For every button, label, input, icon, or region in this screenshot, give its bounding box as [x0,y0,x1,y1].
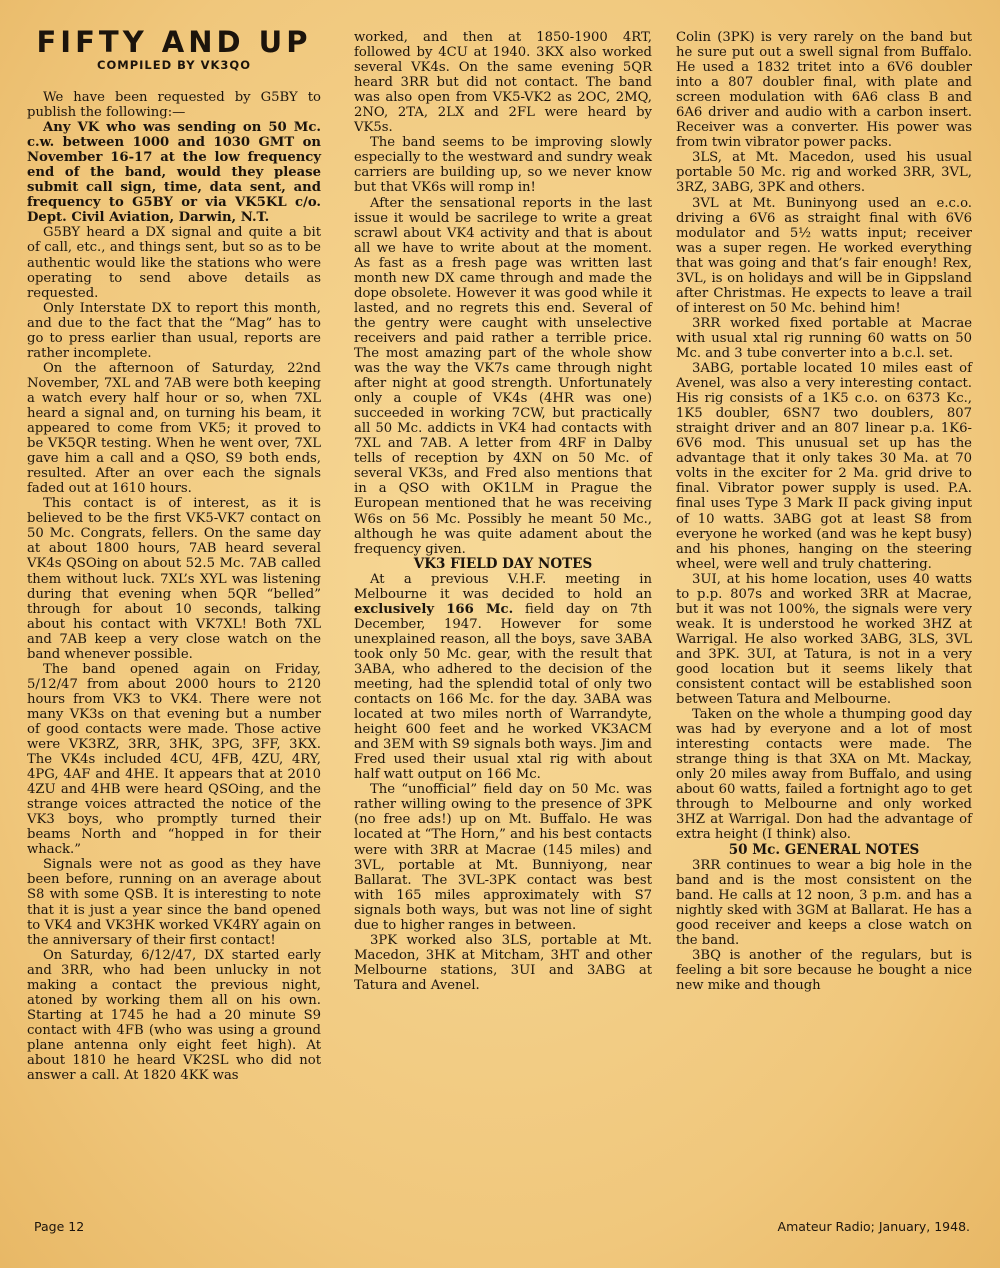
paragraph: Signals were not as good as they have been before, running on an average about S8 with some QSB. It is interesting to note that it is just a year since the band opened to VK4 and VK3HK worked VK4RY again on the anniversary of their first contact! [27,857,321,948]
article-title: FIFTY AND UP [36,25,312,59]
text-run: At a previous V.H.F. meeting in Melbourne it was decided to hold an [354,571,652,602]
paragraph: 3VL at Mt. Buninyong used an e.c.o. driving a 6V6 as straight final with 6V6 modulator and 5½ watts input; receiver was a super regen. He worked everything that was going and that’s fair enough! Rex, 3VL, is on holidays and will be in Gippsland after Christmas. He expects to leave a trail of interest on 50 Mc. behind him! [676,195,972,316]
notice-paragraph [27,120,321,225]
paragraph: We have been requested by G5BY to publish the following:— [27,90,321,121]
page-number: Page 12 [34,1219,85,1234]
paragraph: On the afternoon of Saturday, 22nd November, 7XL and 7AB were both keeping a watch every half hour or so, when 7XL heard a signal and, on turning his beam, it appeared to come from VK5; it proved to be VK5QR testing. When he went over, 7XL gave him a call and a QSO, S9 both ends, resulted. After an over each the signals faded out at 1610 hours. [27,360,321,497]
masthead [27,26,321,72]
bold-text-run: exclusively 166 Mc. [354,601,514,617]
paragraph: After the sensational reports in the last issue it would be sacrilege to write a great scrawl about VK4 activity and that is about all we have to write about at the moment. As fast as a fresh page was written last month new DX came through and made the dope obsolete. However it was good while it lasted, and no regrets this end. Several of the gentry were caught with unselective receivers and paid rather a terrible price. The most amazing part of the whole show was the way the VK7s came through night after night at good strength. Unfortunately only a couple of VK4s (4HR was one) succeeded in working 7CW, but practically all 50 Mc. addicts in VK4 had contacts with 7XL and 7AB. A letter from 4RF in Dalby tells of reception by 4XN on 50 Mc. of several VK3s, and Fred also mentions that in a QSO with OK1LM in Prague the European mentioned that he was receiving W6s on 56 Mc. Possibly he meant 50 Mc., although he was quite adament about the frequency given. [354,195,652,557]
paragraph: 3PK worked also 3LS, portable at Mt. Macedon, 3HK at Mitcham, 3HT and other Melbourne stations, 3UI and 3ABG at Tatura and Avenel. [354,932,652,993]
paragraph: 3RR worked fixed portable at Macrae with usual xtal rig running 60 watts on 50 Mc. and 3 tube converter into a b.c.l. set. [676,315,972,361]
paragraph: 3RR continues to wear a big hole in the band and is the most consistent on the band. He calls at 12 noon, 3 p.m. and has a nightly sked with 3GM at Ballarat. He has a good receiver and keeps a close watch on the band. [676,857,972,948]
bold-notice: Any VK who was sending on 50 Mc. c.w. between 1000 and 1030 GMT on November 16-17 at the low frequency end of the band, would they please submit call sign, time, data sent, and frequency to G5BY or via VK5KL c/o. Dept. Civil Aviation, Darwin, N.T. [27,120,321,226]
text-run: field day on 7th December, 1947. However for some unexplained reason, all the boys, save 3ABA took only 50 Mc. gear, with the result that 3ABA, who adhered to the decision of the meeting, had the splendid total of only two contacts on 166 Mc. for the day. 3ABA was located at two miles north of Warrandyte, height 600 feet and he worked VK3ACM and 3EM with S9 signals both ways. Jim and Fred used their usual xtal rig with about half watt output on 166 Mc. [354,601,653,783]
section-heading: VK3 FIELD DAY NOTES [413,555,593,572]
paragraph: Colin (3PK) is very rarely on the band but he sure put out a swell signal from Buffalo. He used a 1832 tritet into a 6V6 doubler into a 807 doubler final, with plate and screen modulation with 6A6 class B and 6A6 driver and audio with a carbon insert. Receiver was a converter. His power was from twin vibrator power packs. [676,30,972,151]
paragraph: Taken on the whole a thumping good day was had by everyone and a lot of most interesting contacts were made. The strange thing is that 3XA on Mt. Mackay, only 20 miles away from Buffalo, and using about 60 watts, failed a fortnight ago to get through to Melbourne and only worked 3HZ at Warrigal. Don had the advantage of extra height (I think) also. [676,707,972,843]
paragraph: G5BY heard a DX signal and quite a bit of call, etc., and things sent, but so as to be authentic would like the stations who were operating to send above details as requested. [27,225,321,301]
paragraph: 3LS, at Mt. Macedon, used his usual portable 50 Mc. rig and worked 3RR, 3VL, 3RZ, 3ABG, 3PK and others. [676,150,972,196]
column-1 [27,90,321,1083]
paragraph: The “unofficial” field day on 50 Mc. was rather willing owing to the presence of 3PK (no free ads!) up on Mt. Buffalo. He was located at “The Horn,” and his best contacts were with 3RR at Macrae (145 miles) and 3VL, portable at Mt. Bunniyong, near Ballarat. The 3VL-3PK contact was best with 165 miles approximately with S7 signals both ways, but was not line of sight due to higher ranges in between. [354,782,652,933]
column-2 [354,30,652,993]
column-3 [676,30,972,993]
paragraph: worked, and then at 1850-1900 4RT, followed by 4CU at 1940. 3KX also worked several VK4s. On the same evening 5QR heard 3RR but did not contact. The band was also open from VK5-VK2 as 2OC, 2MQ, 2NO, 2TA, 2LX and 2FL were heard by VK5s. [354,30,652,136]
paragraph: The band seems to be improving slowly especially to the westward and sundry weak carriers are building up, so we never know but that VK6s will romp in! [354,135,652,196]
paragraph [354,572,652,783]
paragraph: 3ABG, portable located 10 miles east of Avenel, was also a very interesting contact. His rig consists of a 1K5 c.o. on 6373 Kc., 1K5 doubler, 6SN7 two doublers, 807 straight driver and an 807 linear p.a. 1K6-6V6 mod. This unusual set up has the advantage that it only takes 30 Ma. at 70 volts in the exciter for 2 Ma. grid drive to final. Vibrator power supply is used. P.A. final uses Type 3 Mark II pack giving input of 10 watts. 3ABG got at least S8 from everyone he worked (and was he kept busy) and his phones, hanging on the steering wheel, were well and truly chattering. [676,361,972,572]
paragraph: 3UI, at his home location, uses 40 watts to p.p. 807s and worked 3RR at Macrae, but it was not 100%, the signals were very weak. It is understood he worked 3HZ at Warrigal. He also worked 3ABG, 3LS, 3VL and 3PK. 3UI, at Tatura, is not in a very good location but it seems likely that consistent contact will be established soon between Tatura and Melbourne. [676,571,972,708]
paragraph: 3BQ is another of the regulars, but is feeling a bit sore because he bought a nice new mike and though [676,947,972,993]
paragraph: This contact is of interest, as it is believed to be the first VK5-VK7 contact on 50 Mc. Congrats, fellers. On the same day at about 1800 hours, 7AB heard several VK4s QSOing on about 52.5 Mc. 7AB called them without luck. 7XL’s XYL was listening during that evening when 5QR “belled” through for about 10 seconds, talking about his contact with VK7XL! Both 7XL and 7AB keep a very close watch on the band whenever possible. [27,496,321,662]
paragraph: On Saturday, 6/12/47, DX started early and 3RR, who had been unlucky in not making a contact the previous night, atoned by working them all on his own. Starting at 1745 he had a 20 minute S9 contact with 4FB (who was using a ground plane antenna only eight feet high). At about 1810 he heard VK2SL who did not answer a call. At 1820 4KK was [27,947,321,1084]
section-heading: 50 Mc. GENERAL NOTES [728,841,920,858]
article-byline: COMPILED BY VK3QO [97,58,251,72]
publication-footer: Amateur Radio; January, 1948. [777,1219,970,1234]
paragraph: Only Interstate DX to report this month, and due to the fact that the “Mag” has to go to press earlier than usual, reports are rather incomplete. [27,300,321,361]
paragraph: The band opened again on Friday, 5/12/47 from about 2000 hours to 2120 hours from VK3 to VK4. There were not many VK3s on that evening but a number of good contacts were made. Those active were VK3RZ, 3RR, 3HK, 3PG, 3FF, 3KX. The VK4s included 4CU, 4FB, 4ZU, 4RY, 4PG, 4AF and 4HE. It appears that at 2010 4ZU and 4HB were heard QSOing, and the strange voices attracted the notice of the VK3 boys, who promptly turned their beams North and “hopped in for their whack.” [27,661,321,858]
